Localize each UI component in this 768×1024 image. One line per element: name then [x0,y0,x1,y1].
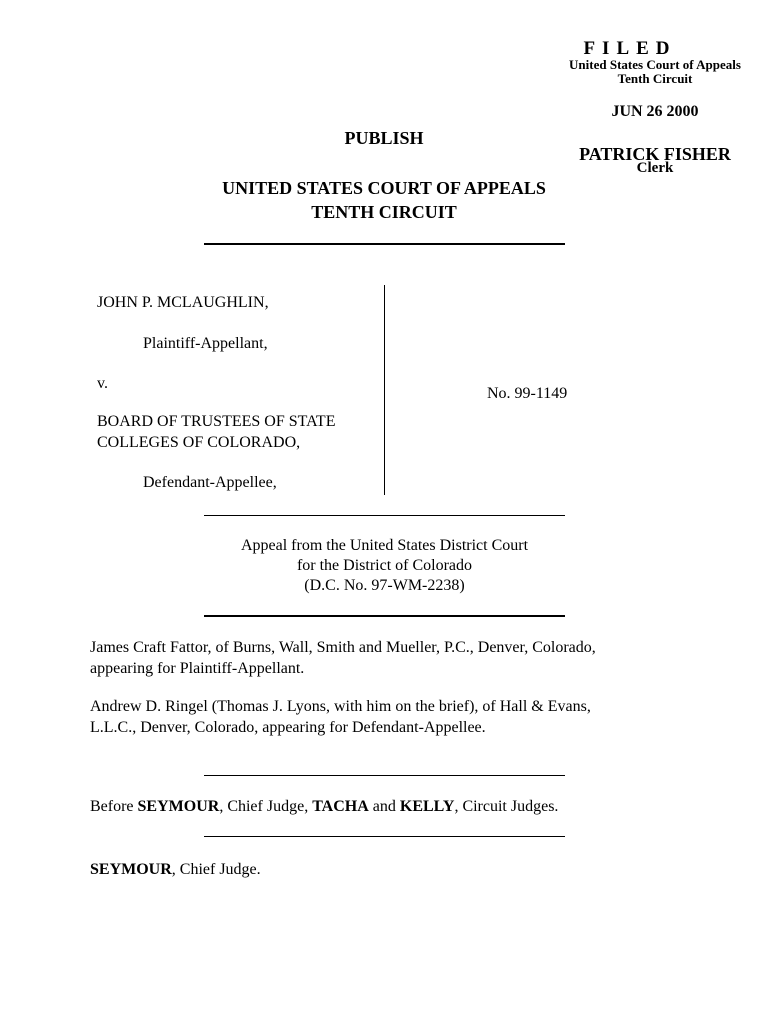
filed-stamp-circuit: Tenth Circuit [617,71,693,86]
panel-judge-1: SEYMOUR [137,798,220,815]
court-name-line-2: TENTH CIRCUIT [311,202,457,222]
panel-judges-title: , Circuit Judges. [454,798,559,815]
panel-and: and [368,798,400,815]
appellee-counsel [90,696,690,738]
divider-rule [204,836,565,837]
author-title: , Chief Judge. [171,861,261,878]
appeal-line-3: (D.C. No. 97-WM-2238) [304,577,465,594]
publish-heading: PUBLISH [344,128,424,148]
case-number: No. 99-1149 [487,385,568,402]
filed-stamp-clerk-name: PATRICK FISHER [579,144,731,164]
filed-stamp-title: FILED [583,38,677,59]
defendant-name-line-2: COLLEGES OF COLORADO, [97,434,301,451]
court-name-line-1: UNITED STATES COURT OF APPEALS [222,178,546,198]
defendant-role: Defendant-Appellee, [143,474,277,491]
opinion-author [90,859,261,880]
panel-judge-1-title: , Chief Judge, [219,798,313,815]
divider-rule [204,243,565,245]
filed-stamp-court: United States Court of Appeals [569,57,741,72]
appeal-origin [204,536,565,596]
judges-panel [90,796,558,817]
defendant-name-line-1: BOARD OF TRUSTEES OF STATE [97,413,336,430]
divider-rule [204,615,565,617]
court-name-heading [164,176,604,224]
filed-stamp-clerk-title: Clerk [636,160,674,176]
author-name: SEYMOUR [90,861,172,878]
plaintiff-role: Plaintiff-Appellant, [143,335,268,352]
divider-rule [204,775,565,776]
appellee-counsel-line-2: L.L.C., Denver, Colorado, appearing for Defendant-Appellee. [90,719,486,736]
filed-stamp-date: JUN 26 2000 [611,103,699,120]
appeal-line-2: for the District of Colorado [296,557,473,574]
appellant-counsel-line-1: James Craft Fattor, of Burns, Wall, Smith and Mueller, P.C., Denver, Colorado, [90,639,596,656]
appellant-counsel [90,637,690,679]
divider-rule [204,515,565,516]
panel-judge-3: KELLY [399,798,455,815]
defendant-name [97,411,377,453]
panel-judge-2: TACHA [312,798,369,815]
appeal-line-1: Appeal from the United States District Court [240,537,529,554]
appellee-counsel-line-1: Andrew D. Ringel (Thomas J. Lyons, with him on the brief), of Hall & Evans, [90,698,591,715]
appellant-counsel-line-2: appearing for Plaintiff-Appellant. [90,660,305,677]
caption-divider [384,285,385,495]
plaintiff-name: JOHN P. MCLAUGHLIN, [97,294,269,311]
versus-label: v. [97,375,108,392]
panel-before: Before [90,798,138,815]
